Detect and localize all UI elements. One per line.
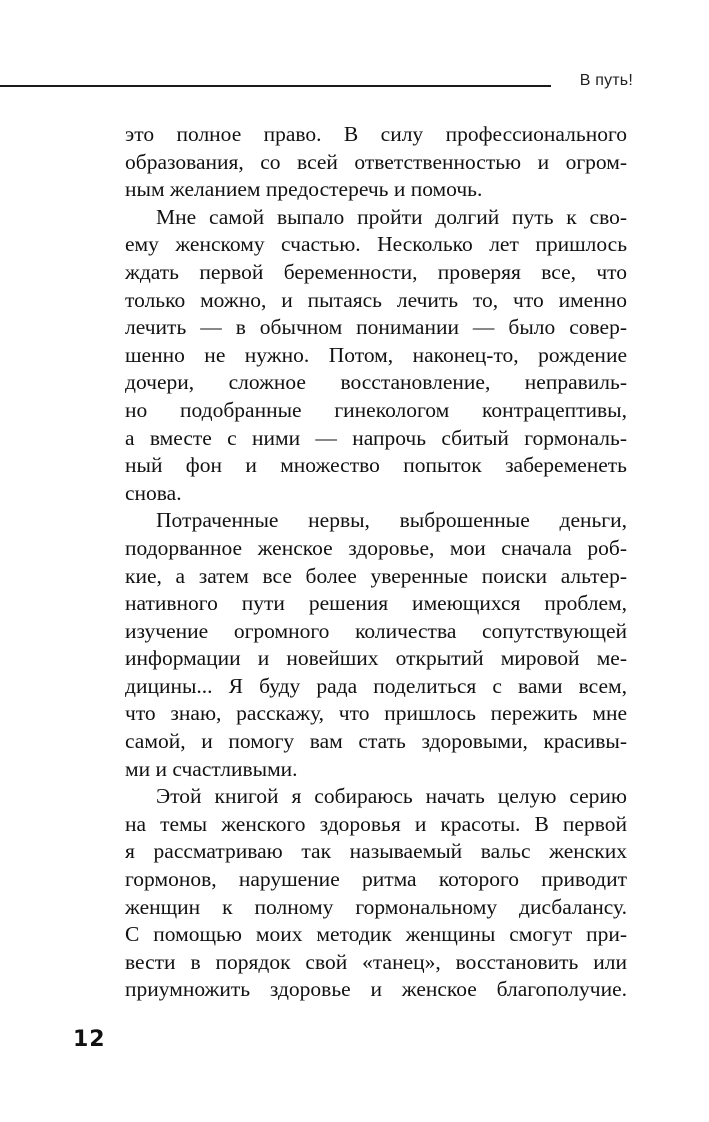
- text-line: С помощью моих методик женщины смогут при-: [125, 922, 627, 947]
- text-line: Потраченные нервы, выброшенные деньги,: [156, 508, 627, 533]
- text-line: женщин к полному гормональному дисбалансу.: [125, 894, 627, 919]
- text-line: но подобранные гинекологом контрацептивы,: [125, 397, 627, 422]
- text-line: шенно не нужно. Потом, наконец-то, рождение: [125, 342, 627, 367]
- text-line: только можно, и пытаясь лечить то, что именно: [125, 287, 627, 312]
- text-line: Этой книгой я собираюсь начать целую серию: [156, 784, 627, 809]
- text-line: это полное право. В силу профессионального: [125, 122, 627, 146]
- text-line: ми и счастливыми.: [125, 756, 298, 781]
- running-head: В путь!: [579, 72, 633, 89]
- text-line: ный фон и множество попыток забеременеть: [125, 453, 627, 478]
- text-line: изучение огромного количества сопутствующей: [125, 618, 627, 643]
- text-line: снова.: [125, 480, 182, 505]
- text-line: образования, со всей ответственностью и огром-: [125, 149, 627, 174]
- text-line: самой, и помогу вам стать здоровыми, красивы-: [125, 729, 627, 754]
- body-text: [125, 121, 627, 1004]
- text-line: гормонов, нарушение ритма которого приводит: [125, 867, 627, 892]
- text-line: кие, а затем все более уверенные поиски альтер-: [125, 563, 627, 588]
- text-line: ему женскому счастью. Несколько лет пришлось: [125, 232, 627, 257]
- page-number: 12: [73, 1027, 106, 1052]
- text-line: подорванное женское здоровье, мои сначала роб-: [125, 535, 627, 560]
- text-line: лечить — в обычном понимании — было совер-: [125, 315, 627, 340]
- text-line: Мне самой выпало пройти долгий путь к сво-: [156, 204, 627, 229]
- text-line: дочери, сложное восстановление, неправиль-: [125, 370, 627, 395]
- text-line: вести в порядок свой «танец», восстановить или: [125, 949, 627, 974]
- text-line: дицины... Я буду рада поделиться с вами всем,: [125, 673, 627, 698]
- text-line: приумножить здоровье и женское благополучие.: [125, 977, 627, 1002]
- text-line: информации и новейших открытий мировой ме-: [125, 646, 627, 671]
- text-line: что знаю, расскажу, что пришлось пережить мне: [125, 701, 627, 726]
- text-line: нативного пути решения имеющихся проблем,: [125, 591, 627, 616]
- text-line: на темы женского здоровья и красоты. В первой: [125, 811, 627, 836]
- text-line: я рассматриваю так называемый вальс женских: [125, 839, 627, 864]
- header-rule: [0, 85, 551, 87]
- text-line: а вместе с ними — напрочь сбитый гормональ-: [125, 425, 627, 450]
- text-line: ным желанием предостеречь и помочь.: [125, 177, 483, 202]
- text-line: ждать первой беременности, проверяя все, что: [125, 259, 627, 284]
